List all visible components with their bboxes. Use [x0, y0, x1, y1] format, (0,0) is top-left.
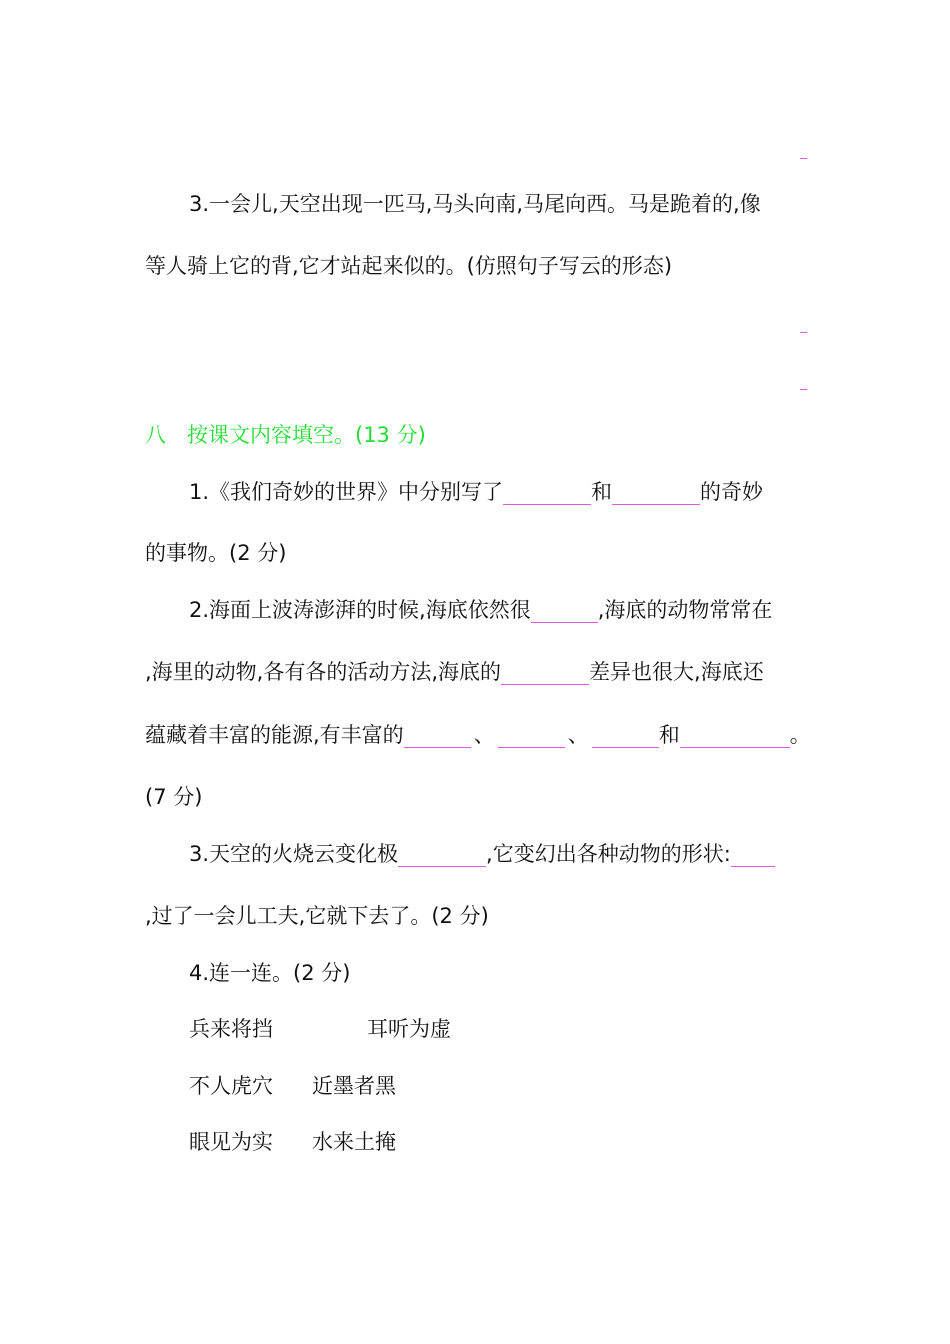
q2-line3	[145, 725, 811, 748]
answer-blank[interactable]	[680, 725, 790, 748]
q2-score: (7 分)	[145, 785, 203, 809]
answer-blank[interactable]	[404, 725, 471, 748]
answer-blank[interactable]	[501, 662, 589, 685]
q2-text-e: 蕴藏着丰富的能源,有丰富的	[145, 723, 404, 747]
answer-blank[interactable]	[612, 482, 700, 505]
idiom-right-2[interactable]: 近墨者黑	[312, 1074, 396, 1098]
idiom-left-3[interactable]: 眼见为实	[189, 1130, 273, 1154]
q3-line2: ,过了一会儿工夫,它就下去了。(2 分)	[145, 904, 489, 928]
idiom-left-2[interactable]: 不人虎穴	[189, 1074, 273, 1098]
q2-line1	[189, 600, 772, 623]
q2-line2	[145, 662, 764, 685]
q2-text-a: 2.海面上波涛澎湃的时候,海底依然很	[189, 598, 531, 622]
q1-text-a: 1.《我们奇妙的世界》中分别写了	[189, 480, 504, 504]
q1-text-b: 和	[591, 480, 613, 504]
margin-dash	[800, 389, 807, 390]
q1-line1	[189, 482, 763, 505]
q2-sep-2: 、	[567, 723, 589, 747]
idiom-right-3[interactable]: 水来土掩	[312, 1130, 396, 1154]
q7-3-line1: 3.一会儿,天空出现一匹马,马头向南,马尾向西。马是跪着的,像	[189, 192, 761, 216]
q2-sep-1: 、	[473, 723, 495, 747]
idiom-left-1[interactable]: 兵来将挡	[189, 1017, 273, 1041]
q4-prompt: 4.连一连。(2 分)	[189, 961, 351, 985]
section-8-heading: 八 按课文内容填空。(13 分)	[145, 423, 426, 447]
q3-line1	[189, 844, 775, 867]
q2-text-c: ,海里的动物,各有各的活动方法,海底的	[145, 660, 502, 684]
q2-text-b: ,海底的动物常常在	[597, 598, 773, 622]
answer-blank[interactable]	[498, 725, 565, 748]
q3-text-b: ,它变幻出各种动物的形状:	[486, 842, 731, 866]
margin-dash	[800, 332, 807, 333]
margin-dash	[800, 158, 807, 159]
q7-3-line2: 等人骑上它的背,它才站起来似的。(仿照句子写云的形态)	[145, 254, 673, 278]
answer-blank[interactable]	[503, 482, 591, 505]
q1-text-c: 的奇妙	[700, 480, 764, 504]
q1-line2: 的事物。(2 分)	[145, 541, 287, 565]
q2-text-and: 和	[658, 723, 680, 747]
idiom-right-1[interactable]: 耳听为虚	[367, 1017, 451, 1041]
answer-blank[interactable]	[592, 725, 659, 748]
answer-blank[interactable]	[531, 600, 598, 623]
q2-text-end: 。	[789, 723, 811, 747]
q3-text-a: 3.天空的火烧云变化极	[189, 842, 399, 866]
answer-blank[interactable]	[731, 844, 775, 867]
answer-blank[interactable]	[398, 844, 486, 867]
q2-text-d: 差异也很大,海底还	[589, 660, 764, 684]
